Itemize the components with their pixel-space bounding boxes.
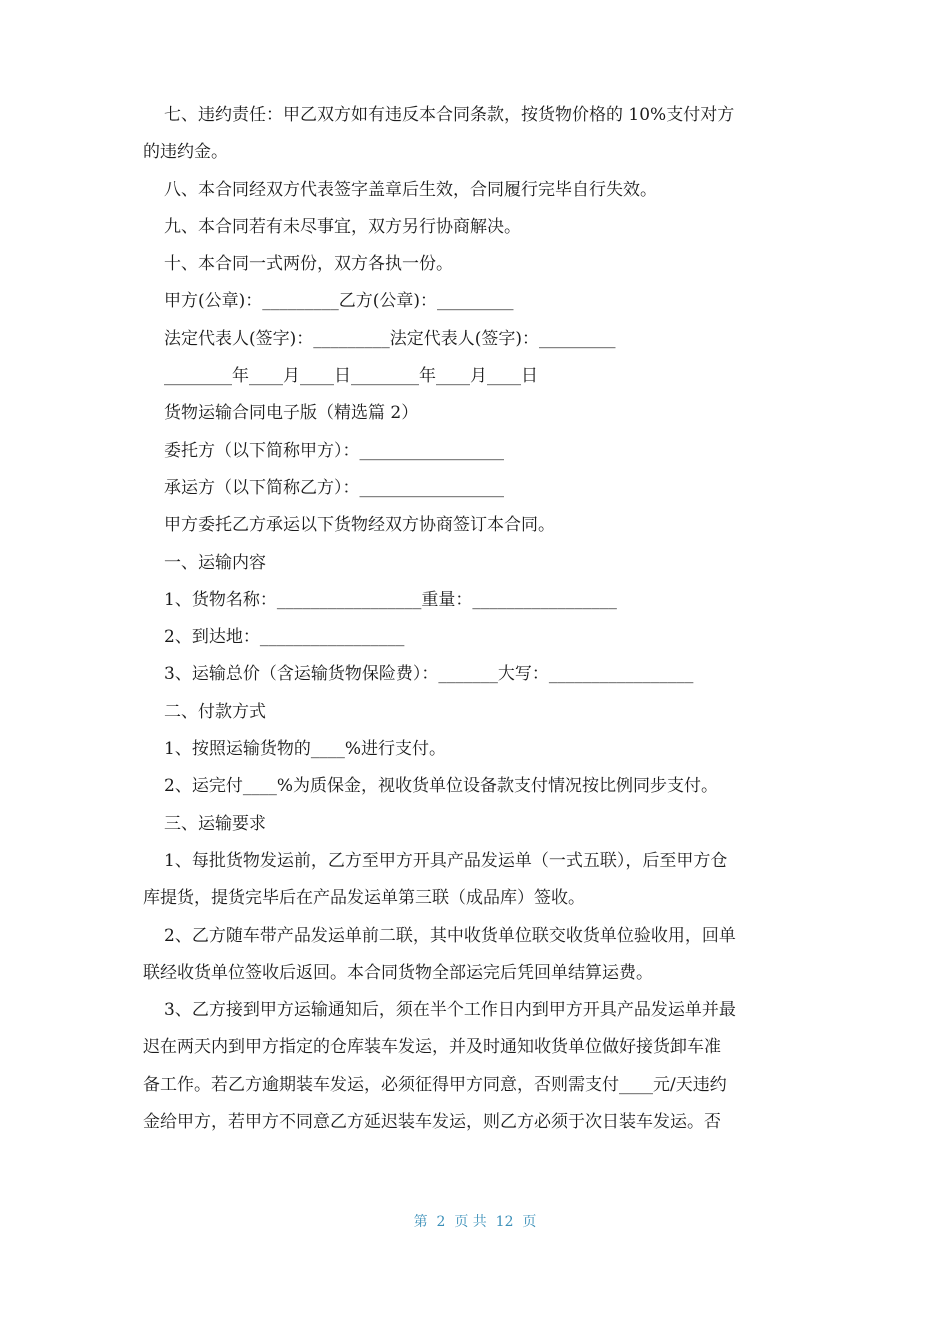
heading-transport-content: 一、运输内容 (164, 552, 266, 573)
requirement-2-line-2: 联经收货单位签收后返回。本合同货物全部运完后凭回单结算运费。 (143, 962, 653, 983)
heading-requirements: 三、运输要求 (164, 813, 266, 834)
requirement-3-line-3: 备工作。若乙方逾期装车发运，必须征得甲方同意，否则需支付____元/天违约 (143, 1074, 727, 1095)
party-b-line: 承运方（以下简称乙方）：_________________ (164, 477, 504, 498)
document-body (143, 97, 813, 1141)
item-total-price: 3、运输总价（含运输货物保险费）：_______大写：_________________ (164, 664, 694, 685)
section-title: 货物运输合同电子版（精选篇 2） (164, 403, 419, 424)
signature-line: 法定代表人(签字)：_________法定代表人(签字)：_________ (164, 328, 616, 349)
item-destination: 2、到达地：_________________ (164, 627, 405, 648)
clause-10: 十、本合同一式两份，双方各执一份。 (164, 254, 453, 275)
requirement-3-line-2: 迟在两天内到甲方指定的仓库装车发运，并及时通知收货单位做好接货卸车准 (143, 1037, 721, 1058)
requirement-1-line-2: 库提货，提货完毕后在产品发运单第三联（成品库）签收。 (143, 888, 585, 909)
payment-item-1: 1、按照运输货物的____%进行支付。 (164, 739, 446, 760)
payment-item-2: 2、运完付____%为质保金，视收货单位设备款支付情况按比例同步支付。 (164, 776, 718, 797)
heading-payment: 二、付款方式 (164, 701, 266, 722)
party-a-line: 委托方（以下简称甲方）：_________________ (164, 440, 504, 461)
date-line: ________年____月____日________年____月____日 (164, 366, 538, 387)
page-number-footer: 第 2 页 共 12 页 (413, 1214, 537, 1230)
clause-8: 八、本合同经双方代表签字盖章后生效，合同履行完毕自行失效。 (164, 179, 657, 200)
requirement-3-line-4: 金给甲方，若甲方不同意乙方延迟装车发运，则乙方必须于次日装车发运。否 (143, 1112, 721, 1133)
seal-line: 甲方(公章)：_________乙方(公章)：_________ (164, 291, 514, 312)
clause-9: 九、本合同若有未尽事宜，双方另行协商解决。 (164, 216, 521, 237)
clause-7-line-1: 七、违约责任：甲乙双方如有违反本合同条款，按货物价格的 10%支付对方 (164, 105, 735, 125)
requirement-1-line-1: 1、每批货物发运前，乙方至甲方开具产品发运单（一式五联），后至甲方仓 (164, 850, 728, 871)
requirement-3-line-1: 3、乙方接到甲方运输通知后，须在半个工作日内到甲方开具产品发运单并最 (164, 1000, 736, 1021)
requirement-2-line-1: 2、乙方随车带产品发运单前二联，其中收货单位联交收货单位验收用，回单 (164, 925, 736, 946)
intro-line: 甲方委托乙方承运以下货物经双方协商签订本合同。 (164, 515, 555, 536)
clause-7-line-2: 的违约金。 (143, 142, 228, 163)
item-goods-name: 1、货物名称：_________________重量：_________________ (164, 589, 617, 610)
